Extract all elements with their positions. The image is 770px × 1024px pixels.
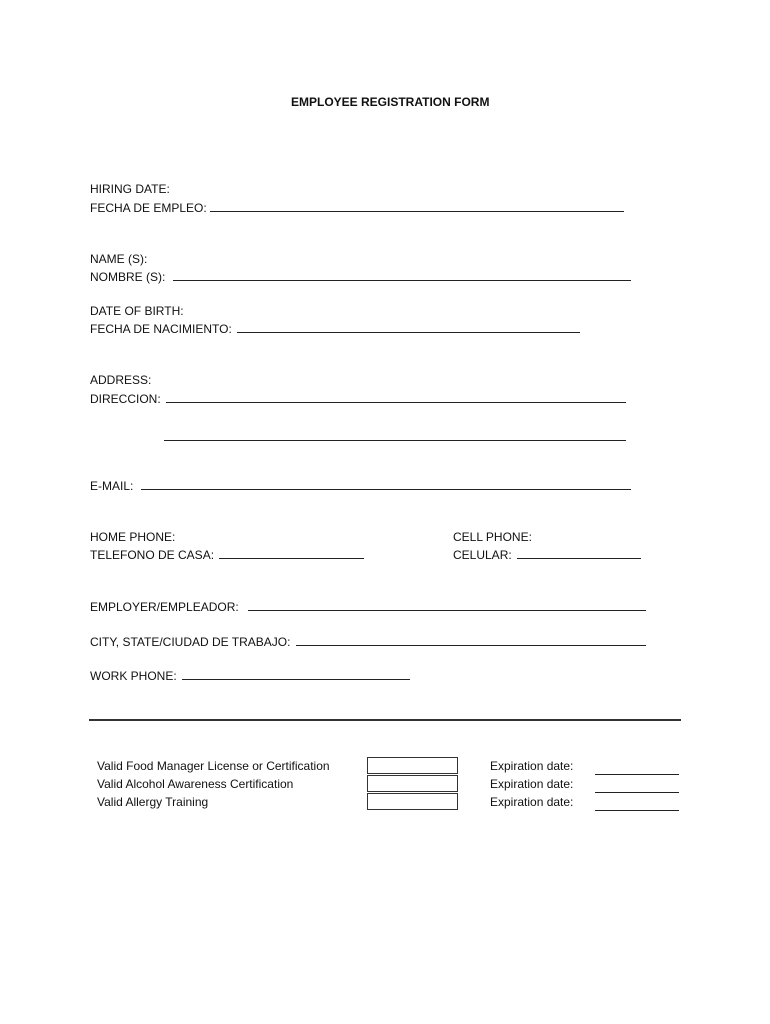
cert-label: Valid Alcohol Awareness Certification: [97, 777, 294, 791]
home-phone-field[interactable]: [219, 547, 364, 559]
cell-phone-label: CELL PHONE:: [453, 530, 532, 544]
expiration-field[interactable]: [595, 792, 679, 793]
cell-phone-row: [453, 547, 641, 562]
email-label: E-MAIL:: [90, 479, 134, 493]
hiring-date-label: HIRING DATE:: [90, 182, 170, 196]
expiration-label: Expiration date:: [490, 759, 574, 773]
name-label: NAME (S):: [90, 252, 148, 266]
expiration-label: Expiration date:: [490, 777, 574, 791]
address-label-es: DIRECCION:: [90, 392, 161, 406]
cell-phone-label-es: CELULAR:: [453, 548, 512, 562]
address-row-2: [164, 429, 626, 444]
hiring-date-field[interactable]: [210, 200, 624, 212]
city-label: CITY, STATE/CIUDAD DE TRABAJO:: [90, 635, 291, 649]
dob-field[interactable]: [237, 321, 580, 333]
address-label: ADDRESS:: [90, 373, 152, 387]
form-title: EMPLOYEE REGISTRATION FORM: [291, 95, 490, 109]
expiration-field[interactable]: [595, 774, 679, 775]
email-row: [90, 478, 631, 493]
home-phone-label: HOME PHONE:: [90, 530, 176, 544]
section-divider: [89, 719, 681, 721]
dob-label: DATE OF BIRTH:: [90, 304, 184, 318]
expiration-label: Expiration date:: [490, 795, 574, 809]
name-field[interactable]: [173, 269, 631, 281]
hiring-date-label-es: FECHA DE EMPLEO:: [90, 201, 207, 215]
work-phone-label: WORK PHONE:: [90, 669, 177, 683]
cert-label: Valid Allergy Training: [97, 795, 209, 809]
work-phone-row: [90, 668, 410, 683]
employer-row: [90, 599, 646, 614]
hiring-date-row: [90, 200, 624, 215]
address-field-2[interactable]: [164, 429, 626, 441]
employer-label: EMPLOYER/EMPLEADOR:: [90, 600, 239, 614]
dob-row: [90, 321, 580, 336]
address-row: [90, 391, 626, 406]
cert-checkbox[interactable]: [367, 793, 458, 810]
address-field-1[interactable]: [166, 391, 626, 403]
employer-field[interactable]: [248, 599, 646, 611]
home-phone-label-es: TELEFONO DE CASA:: [90, 548, 215, 562]
work-phone-field[interactable]: [182, 668, 410, 680]
city-field[interactable]: [296, 634, 646, 646]
cell-phone-field[interactable]: [517, 547, 641, 559]
name-row: [90, 269, 631, 284]
dob-label-es: FECHA DE NACIMIENTO:: [90, 322, 232, 336]
cert-checkbox[interactable]: [367, 775, 458, 792]
cert-label: Valid Food Manager License or Certification: [97, 759, 330, 773]
cert-checkbox[interactable]: [367, 757, 458, 774]
name-label-es: NOMBRE (S):: [90, 270, 166, 284]
expiration-field[interactable]: [595, 810, 679, 811]
home-phone-row: [90, 547, 364, 562]
city-row: [90, 634, 646, 649]
email-field[interactable]: [141, 478, 631, 490]
